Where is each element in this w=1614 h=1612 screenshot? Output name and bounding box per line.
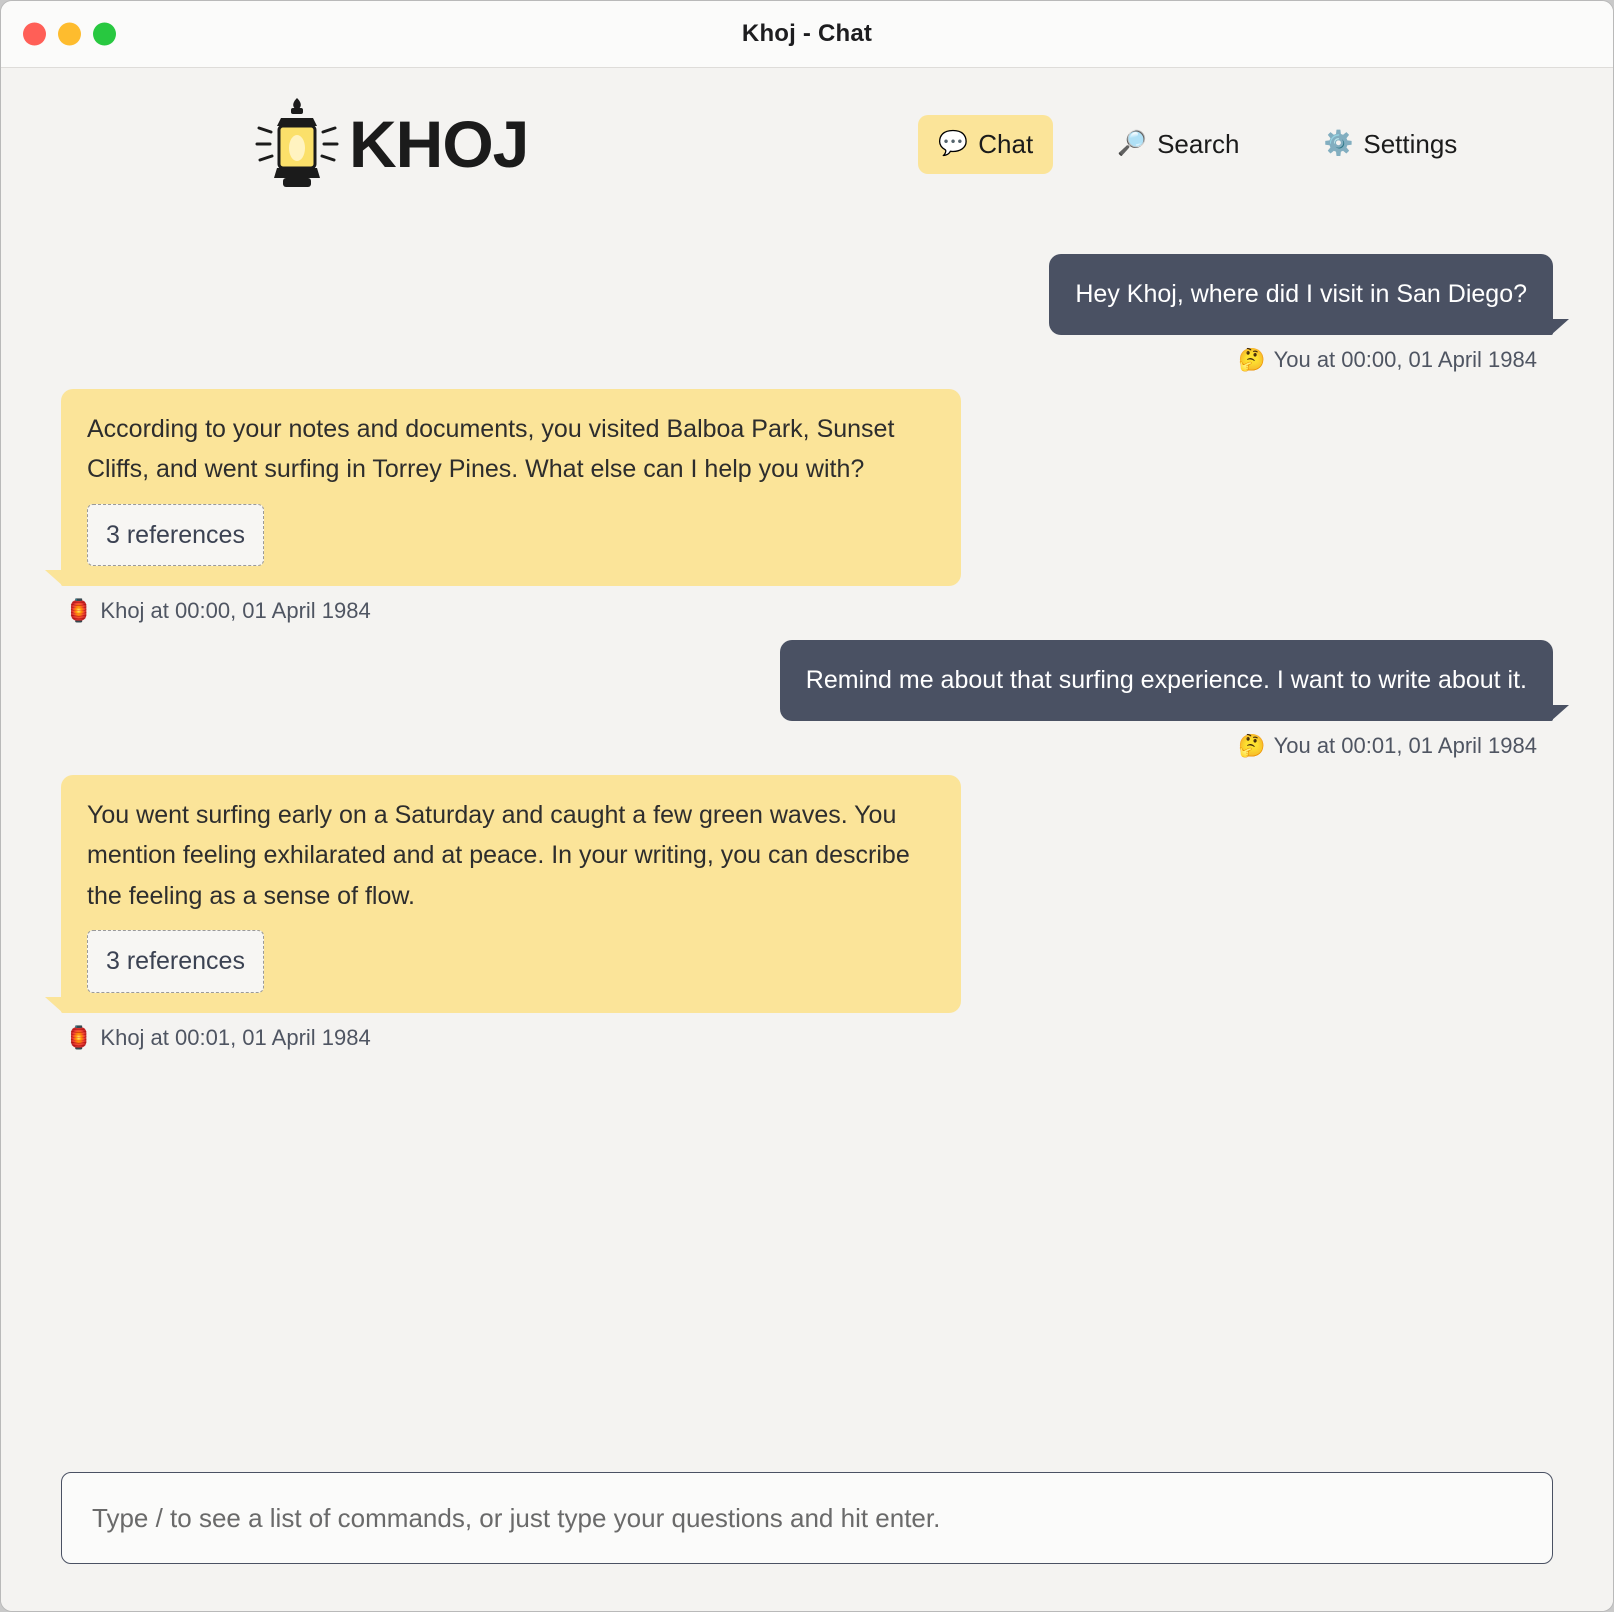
khoj-logo bbox=[251, 94, 528, 194]
chat-input-container bbox=[1, 1472, 1613, 1612]
references-button[interactable]: 3 references bbox=[87, 930, 264, 993]
nav-item-settings[interactable] bbox=[1303, 115, 1477, 174]
nav-item-chat[interactable] bbox=[918, 115, 1053, 174]
chat-bubble-user bbox=[780, 640, 1553, 721]
nav-item-search[interactable] bbox=[1097, 115, 1259, 174]
chat-bubble-text: Hey Khoj, where did I visit in San Diego? bbox=[1075, 280, 1527, 308]
chat-message-meta bbox=[61, 598, 371, 624]
chat-bubble-text: You went surfing early on a Saturday and caught a few green waves. You mention feeling exhilarated and at peace. In your writing, you can describe the feeling as a sense of flow. bbox=[87, 800, 910, 910]
logo-wordmark: KHOJ bbox=[349, 107, 529, 181]
chat-message bbox=[61, 389, 1553, 625]
app-content bbox=[1, 68, 1613, 1612]
chat-message-meta-label: Khoj at 00:00, 01 April 1984 bbox=[100, 598, 371, 623]
chat-message-list bbox=[1, 194, 1613, 1472]
lantern-icon bbox=[251, 94, 343, 194]
chat-bubble-text: According to your notes and documents, you visited Balboa Park, Sunset Cliffs, and went surfing in Torrey Pines. What else can I help you with? bbox=[87, 414, 895, 483]
close-window-button[interactable] bbox=[23, 23, 46, 46]
maximize-window-button[interactable] bbox=[93, 23, 116, 46]
chat-message-meta-label: You at 00:01, 01 April 1984 bbox=[1273, 732, 1537, 758]
chat-message bbox=[61, 775, 1553, 1051]
chat-bubble-text: Remind me about that surfing experience. I want to write about it. bbox=[805, 666, 1527, 694]
chat-message-meta bbox=[1238, 347, 1553, 373]
references-button[interactable]: 3 references bbox=[87, 504, 264, 567]
main-nav bbox=[918, 115, 1477, 174]
lantern-icon: 🏮 bbox=[65, 598, 93, 623]
app-header bbox=[1, 68, 1613, 194]
magnifier-icon: 🔎 bbox=[1117, 130, 1148, 157]
chat-input[interactable] bbox=[61, 1472, 1553, 1564]
window-title-bar bbox=[1, 1, 1613, 68]
lantern-icon: 🏮 bbox=[65, 1024, 93, 1050]
thinking-face-icon: 🤔 bbox=[1238, 346, 1266, 372]
speech-bubble-icon: 💬 bbox=[938, 130, 969, 157]
nav-item-settings-label: Settings bbox=[1363, 128, 1458, 159]
nav-item-chat-label: Chat bbox=[978, 128, 1034, 159]
chat-message bbox=[61, 254, 1553, 373]
window-controls bbox=[23, 23, 116, 46]
gear-icon: ⚙️ bbox=[1323, 130, 1354, 157]
nav-item-search-label: Search bbox=[1157, 128, 1240, 159]
chat-bubble-khoj bbox=[61, 389, 961, 587]
chat-message-meta-label: Khoj at 00:01, 01 April 1984 bbox=[100, 1024, 371, 1050]
chat-message-meta-label: You at 00:00, 01 April 1984 bbox=[1273, 346, 1537, 372]
chat-message-meta bbox=[1238, 733, 1553, 759]
chat-message bbox=[61, 640, 1553, 759]
minimize-window-button[interactable] bbox=[58, 23, 81, 46]
chat-bubble-khoj bbox=[61, 775, 961, 1013]
window-title: Khoj - Chat bbox=[741, 20, 873, 47]
chat-message-meta bbox=[61, 1025, 371, 1051]
chat-bubble-user bbox=[1049, 254, 1553, 335]
thinking-face-icon: 🤔 bbox=[1238, 732, 1266, 758]
